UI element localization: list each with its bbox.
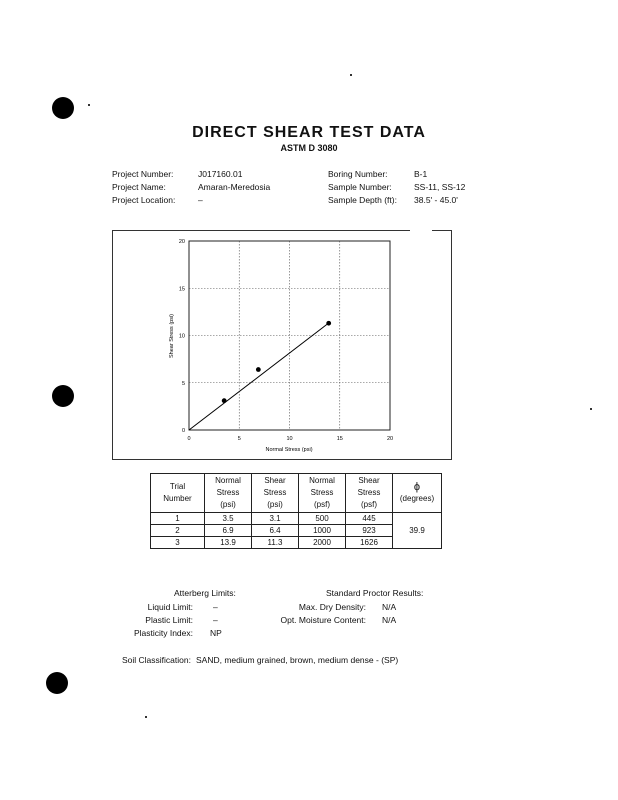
header-line: Trial — [169, 482, 186, 491]
sample-depth-label: Sample Depth (ft): — [328, 195, 397, 205]
table-cell: 1626 — [346, 537, 393, 549]
header-line: (psi) — [267, 500, 283, 509]
fit-line — [189, 322, 330, 430]
max-dry-density-value: N/A — [382, 602, 397, 612]
soil-classification-label: Soil Classification: — [122, 655, 191, 665]
x-tick-label: 0 — [187, 436, 191, 442]
soil-classification-value: SAND, medium grained, brown, medium dense - (SP) — [196, 655, 399, 665]
table-cell: 1000 — [299, 525, 346, 537]
table-cell: 6.4 — [252, 525, 299, 537]
table-cell: 445 — [346, 513, 393, 525]
opt-moisture-label: Opt. Moisture Content: — [280, 615, 366, 625]
y-axis-label: Shear Stress (psi) — [169, 313, 175, 359]
header-line: Shear — [358, 476, 380, 485]
header-line: Normal — [215, 476, 241, 485]
header-line: Number — [163, 494, 192, 503]
y-tick-label: 20 — [178, 239, 185, 245]
sample-number-label: Sample Number: — [328, 182, 392, 192]
project-location-value: – — [198, 195, 203, 205]
document-title: DIRECT SHEAR TEST DATA — [192, 124, 426, 141]
sample-number-value: SS-11, SS-12 — [414, 182, 466, 192]
col-trial-number — [151, 474, 205, 513]
header-line: Stress — [263, 488, 287, 497]
x-tick-labels — [187, 436, 393, 442]
plastic-limit-value: – — [213, 615, 218, 625]
plasticity-index-value: NP — [210, 628, 222, 638]
plastic-limit-label: Plastic Limit: — [145, 615, 193, 625]
boring-number-label: Boring Number: — [328, 169, 388, 179]
table-cell: 11.3 — [252, 537, 299, 549]
y-tick-label: 5 — [181, 380, 185, 387]
project-name-value: Amaran-Meredosia — [198, 182, 271, 192]
y-tick-label: 10 — [178, 333, 185, 340]
data-point — [256, 367, 261, 372]
table-cell: 6.9 — [205, 525, 252, 537]
table-header-row — [151, 474, 442, 513]
data-point — [326, 321, 331, 326]
scan-speck — [590, 408, 592, 410]
atterberg-heading: Atterberg Limits: — [174, 588, 236, 598]
phi-value: 39.9 — [393, 513, 442, 549]
table-cell: 3.1 — [252, 513, 299, 525]
header-line: (psf) — [314, 500, 330, 509]
project-location-label: Project Location: — [112, 195, 176, 205]
table-row — [151, 513, 442, 525]
scan-speck — [145, 716, 147, 718]
scan-speck — [88, 104, 90, 106]
table-cell: 923 — [346, 525, 393, 537]
x-tick-label: 10 — [286, 436, 293, 442]
col-normal-stress-psf — [299, 474, 346, 513]
table-cell: 3.5 — [205, 513, 252, 525]
chart-grid — [189, 241, 390, 430]
x-tick-label: 15 — [336, 436, 343, 442]
punch-hole-middle — [52, 385, 74, 407]
results-table — [150, 473, 442, 549]
col-shear-stress-psf — [346, 474, 393, 513]
header-line: ϕ — [413, 481, 421, 493]
x-tick-label: 5 — [237, 436, 241, 442]
y-tick-labels — [179, 239, 185, 434]
document-subtitle: ASTM D 3080 — [280, 143, 338, 153]
opt-moisture-value: N/A — [382, 615, 397, 625]
boring-number-value: B-1 — [414, 169, 428, 179]
punch-hole-bottom — [46, 672, 68, 694]
liquid-limit-label: Liquid Limit: — [147, 602, 193, 612]
header-line: Shear — [264, 476, 286, 485]
table-cell: 2000 — [299, 537, 346, 549]
x-axis-label: Normal Stress (psi) — [265, 447, 313, 453]
header-line: Stress — [310, 488, 334, 497]
table-cell: 1 — [151, 513, 205, 525]
y-tick-label: 0 — [181, 428, 185, 434]
max-dry-density-label: Max. Dry Density: — [298, 602, 366, 612]
x-tick-label: 20 — [386, 436, 394, 442]
data-point — [222, 398, 227, 403]
header-line: (psf) — [361, 500, 377, 509]
punch-hole-top — [52, 97, 74, 119]
header-line: Stress — [216, 488, 240, 497]
project-number-value: J017160.01 — [198, 169, 243, 179]
col-shear-stress-psi — [252, 474, 299, 513]
shear-chart — [160, 236, 410, 458]
proctor-heading: Standard Proctor Results: — [326, 588, 424, 598]
scan-speck — [350, 74, 352, 76]
plasticity-index-label: Plasticity Index: — [133, 628, 193, 638]
header-line: Normal — [309, 476, 335, 485]
chart-frame-gap — [410, 229, 432, 232]
liquid-limit-value: – — [213, 602, 218, 612]
y-tick-label: 15 — [178, 286, 185, 293]
table-cell: 2 — [151, 525, 205, 537]
project-name-label: Project Name: — [112, 182, 166, 192]
header-line: Stress — [357, 488, 381, 497]
col-normal-stress-psi — [205, 474, 252, 513]
table-cell: 13.9 — [205, 537, 252, 549]
table-cell: 3 — [151, 537, 205, 549]
col-phi-degrees — [393, 474, 442, 513]
project-number-label: Project Number: — [112, 169, 174, 179]
header-line: (psi) — [220, 500, 236, 509]
sample-depth-value: 38.5' - 45.0' — [414, 195, 458, 205]
header-line: (degrees) — [399, 494, 435, 503]
table-cell: 500 — [299, 513, 346, 525]
